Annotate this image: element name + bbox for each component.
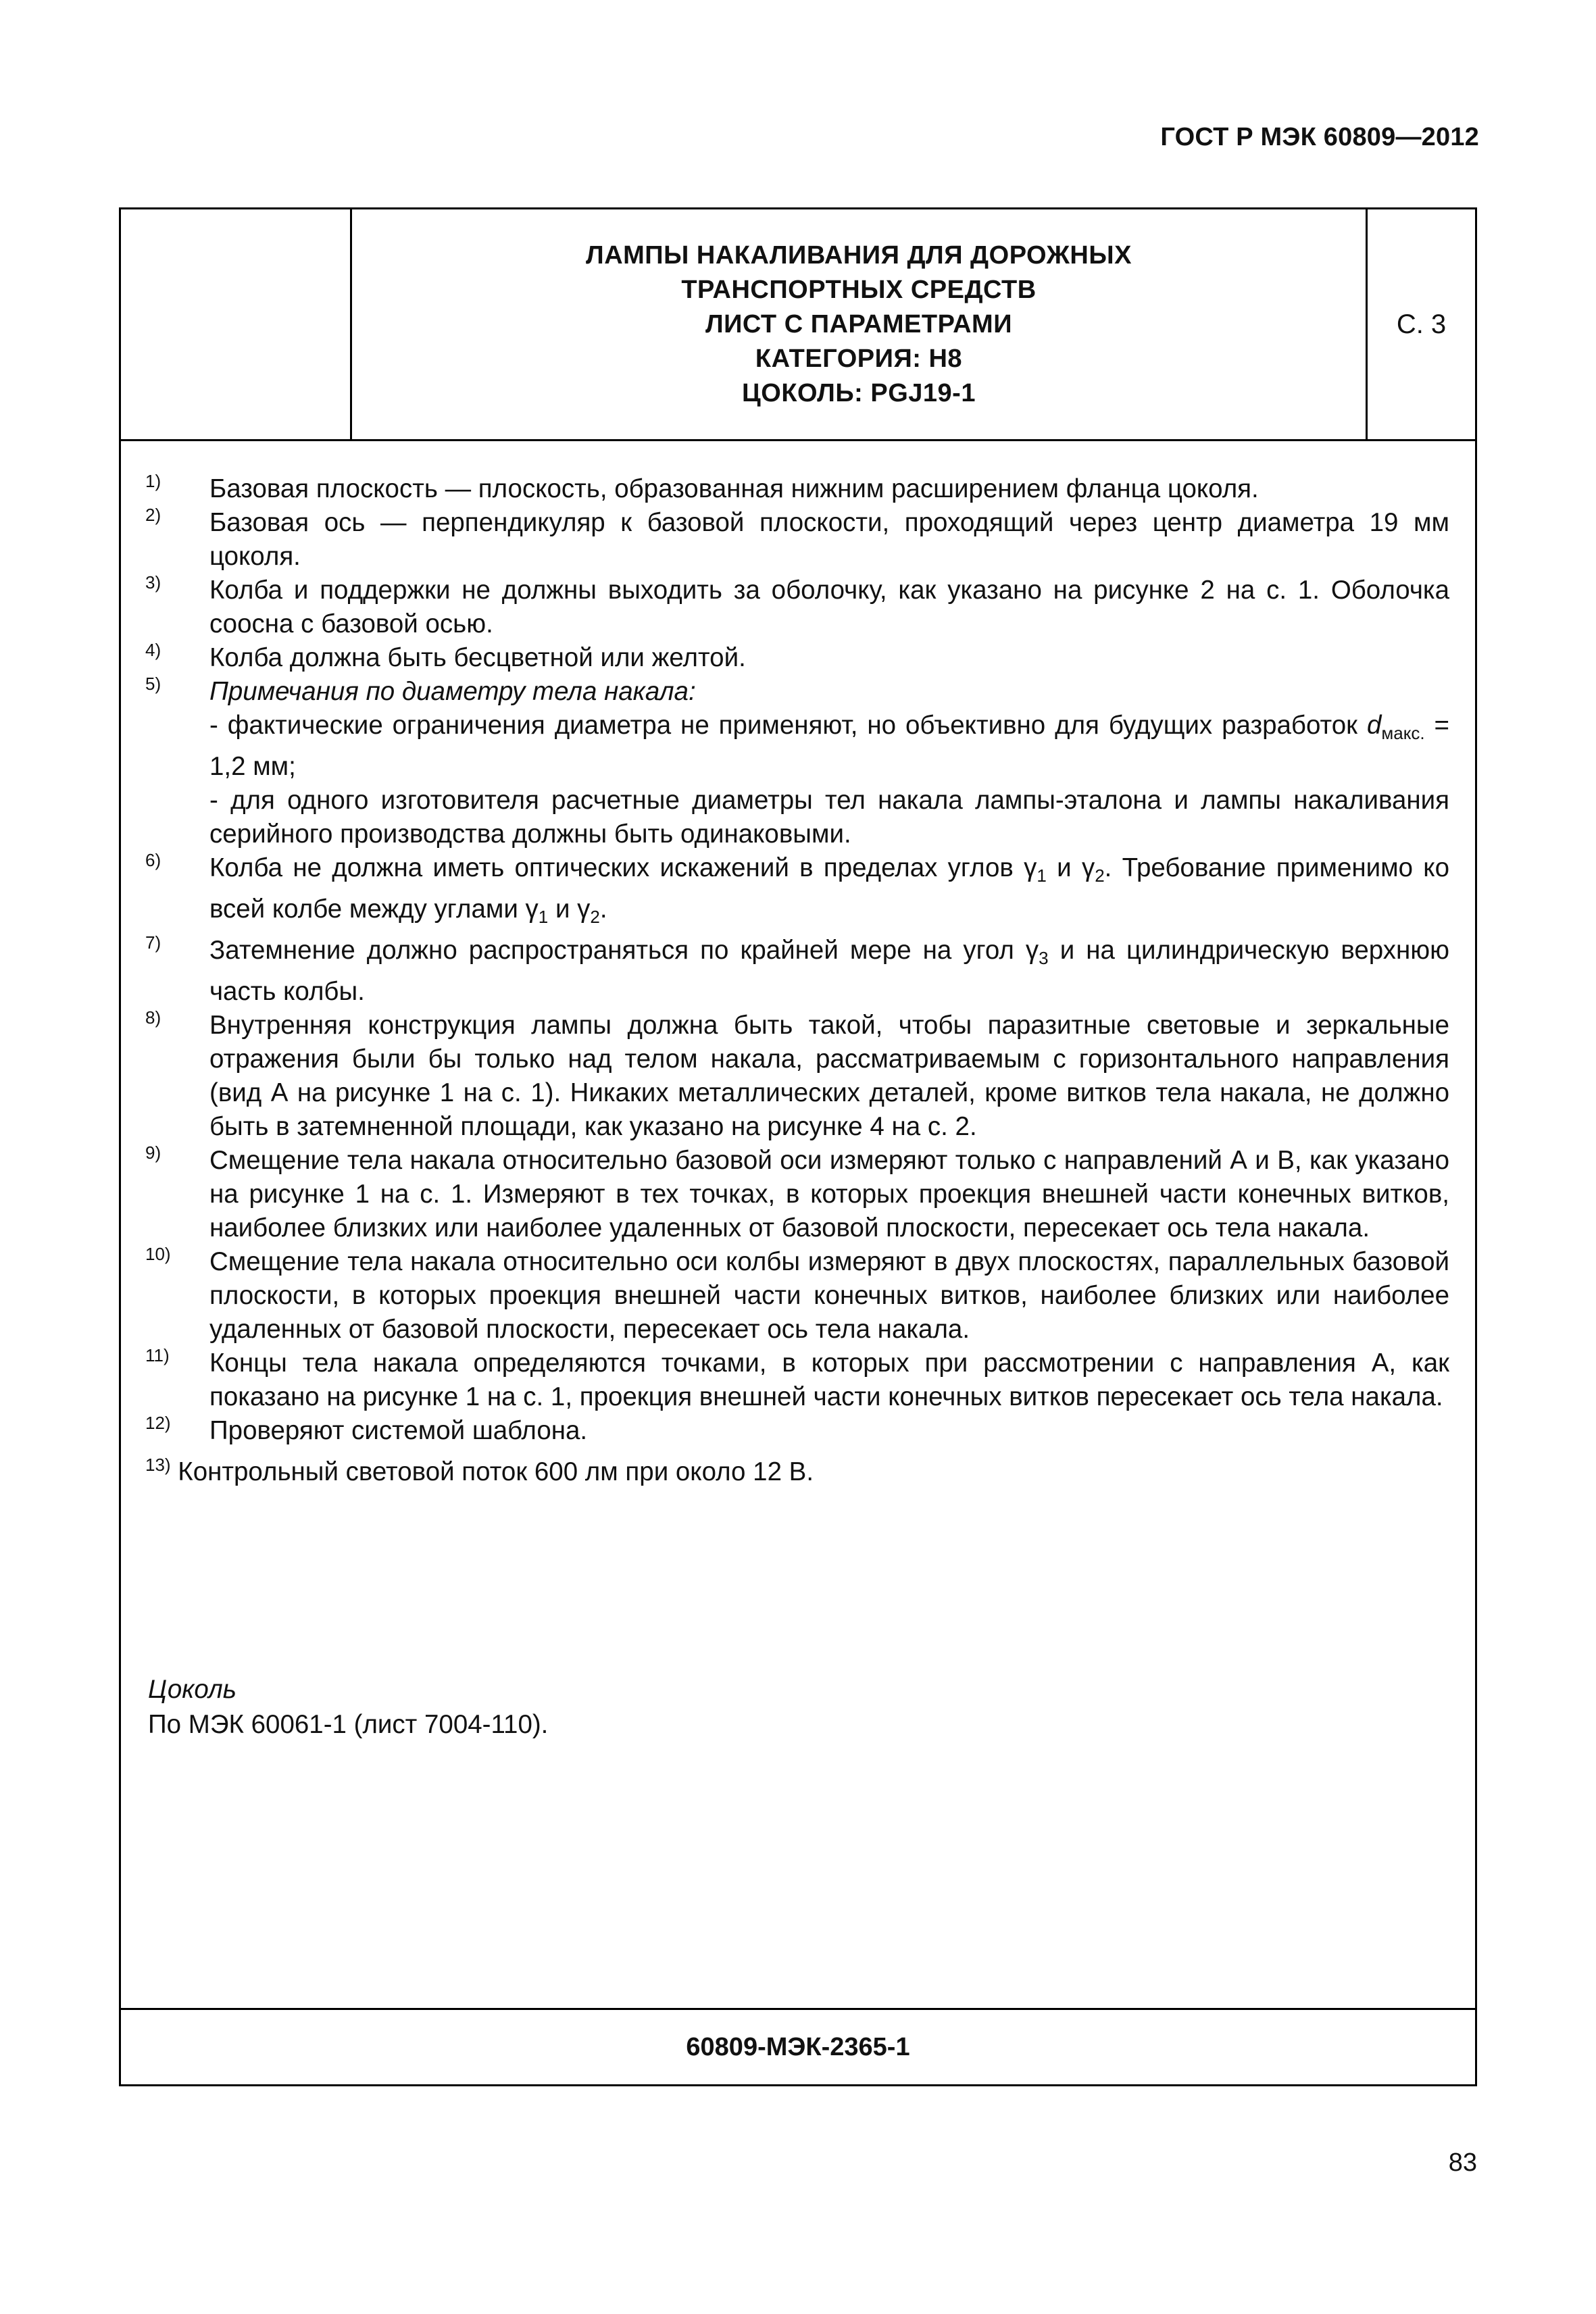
footnote-text: Внутренняя конструкция лампы должна быть такой, чтобы паразитные световые и зеркальные отражения были бы только над телом накала, рассматриваемым с горизонтального направления (вид А на рисунке 1 на с. 1). Никаких металлических деталей, кроме витков тела накала, не должно быть в затемненной площади, как указано на рисунке 4 на с. 2. bbox=[209, 1011, 1449, 1141]
text-part: и bbox=[1046, 853, 1082, 882]
footnote-text: Концы тела накала определяются точками, в которых при рассмотрении с направления А, как показано на рисунке 1 на с. 1, проекция внешней части конечных витков пересекает ось тела накала. bbox=[209, 1349, 1449, 1411]
subscript: 1 bbox=[538, 907, 549, 927]
base-heading: Цоколь bbox=[148, 1675, 236, 1704]
footnotes bbox=[145, 472, 1449, 1489]
footnote-text bbox=[209, 709, 1449, 784]
title-line: ТРАНСПОРТНЫХ СРЕДСТВ bbox=[681, 275, 1037, 304]
footnote-2 bbox=[145, 506, 1449, 574]
sheet-code: 60809-МЭК-2365-1 bbox=[121, 2008, 1475, 2084]
diameter-symbol: d bbox=[1366, 711, 1382, 740]
title-block bbox=[121, 209, 1475, 441]
footnote-9 bbox=[145, 1144, 1449, 1245]
gamma-symbol: γ bbox=[1024, 853, 1037, 882]
footnote-number: 7) bbox=[145, 932, 161, 953]
footnote-7 bbox=[145, 934, 1449, 1009]
footnote-text: Базовая плоскость — плоскость, образованная нижним расширением фланца цоколя. bbox=[209, 474, 1259, 503]
footnote-number: 5) bbox=[145, 674, 161, 694]
footnote-text bbox=[209, 851, 1449, 934]
parameter-sheet-frame bbox=[119, 207, 1477, 2086]
footnote-4 bbox=[145, 641, 1449, 675]
text-part: . bbox=[599, 895, 607, 924]
title-block-left-cell bbox=[121, 209, 352, 439]
text-part: и на цилиндрическую верхнюю часть колбы. bbox=[209, 936, 1449, 1006]
diameter-value: = 1,2 мм; bbox=[209, 711, 1449, 781]
subscript: 2 bbox=[590, 907, 600, 927]
text-part: Колба не должна иметь оптических искажений в пределах углов bbox=[209, 853, 1024, 882]
sheet-page-label: С. 3 bbox=[1396, 309, 1447, 339]
title-block-title bbox=[352, 209, 1368, 439]
base-section bbox=[148, 1672, 548, 1742]
gamma-symbol: γ bbox=[1081, 853, 1095, 882]
footnote-number: 10) bbox=[145, 1244, 171, 1264]
subscript: 1 bbox=[1037, 865, 1047, 886]
footnote-number: 4) bbox=[145, 640, 161, 660]
text-part: . Требование применимо ко всей колбе между углами bbox=[209, 853, 1449, 924]
footnote-1 bbox=[145, 472, 1449, 506]
footnote-8 bbox=[145, 1009, 1449, 1144]
document-code: ГОСТ Р МЭК 60809—2012 bbox=[1160, 123, 1479, 151]
subscript: 2 bbox=[1095, 865, 1105, 886]
footnote-number: 2) bbox=[145, 505, 161, 525]
footnote-11 bbox=[145, 1347, 1449, 1414]
footnote-12 bbox=[145, 1414, 1449, 1448]
footnote-13 bbox=[145, 1448, 1449, 1489]
footnote-text: Контрольный световой поток 600 лм при около 12 В. bbox=[178, 1457, 814, 1486]
title-line: КАТЕГОРИЯ: H8 bbox=[755, 344, 963, 373]
footnote-6 bbox=[145, 851, 1449, 934]
footnote-number: 12) bbox=[145, 1413, 171, 1433]
title-line: ЛИСТ С ПАРАМЕТРАМИ bbox=[705, 309, 1013, 338]
gamma-symbol: γ bbox=[577, 895, 591, 924]
footnote-text: Проверяют системой шаблона. bbox=[209, 1416, 588, 1445]
footnote-3 bbox=[145, 574, 1449, 641]
text-part: и bbox=[548, 895, 578, 924]
footnote-5 bbox=[145, 675, 1449, 851]
footnote-title: Примечания по диаметру тела накала: bbox=[209, 677, 696, 706]
footnote-line: - для одного изготовителя расчетные диаметры тел накала лампы-эталона и лампы накаливания серийного производства должны быть одинаковыми. bbox=[209, 786, 1449, 849]
footnote-number: 9) bbox=[145, 1142, 161, 1163]
footnote-text: Колба и поддержки не должны выходить за оболочку, как указано на рисунке 2 на с. 1. Оболочка соосна с базовой осью. bbox=[209, 576, 1449, 638]
subscript: 3 bbox=[1039, 948, 1049, 968]
footnote-number: 3) bbox=[145, 572, 161, 593]
base-reference: По МЭК 60061-1 (лист 7004-110). bbox=[148, 1710, 549, 1739]
footnote-text: Базовая ось — перпендикуляр к базовой плоскости, проходящий через центр диаметра 19 мм цоколя. bbox=[209, 508, 1449, 571]
title-line: ЦОКОЛЬ: PGJ19-1 bbox=[742, 378, 976, 407]
footnote-text bbox=[209, 934, 1449, 1009]
gamma-symbol: γ bbox=[1025, 936, 1039, 965]
footnote-number: 11) bbox=[145, 1345, 170, 1365]
diameter-subscript: макс. bbox=[1381, 723, 1425, 743]
footnote-number: 8) bbox=[145, 1007, 161, 1028]
footnote-text: Колба должна быть бесцветной или желтой. bbox=[209, 643, 746, 672]
title-line: ЛАМПЫ НАКАЛИВАНИЯ ДЛЯ ДОРОЖНЫХ bbox=[586, 241, 1132, 270]
footnote-number: 6) bbox=[145, 850, 161, 870]
footnote-line: - фактические ограничения диаметра не применяют, но объективно для будущих разработок bbox=[209, 711, 1358, 740]
footnote-text: Смещение тела накала относительно базовой оси измеряют только с направлений А и В, как указано на рисунке 1 на с. 1. Измеряют в тех точках, в которых проекция внешней части конечных витков, наиболее близких или наиболее удаленных от базовой плоскости, пересекает ось тела накала. bbox=[209, 1146, 1449, 1242]
footnote-number: 13) bbox=[145, 1455, 171, 1475]
footnote-10 bbox=[145, 1245, 1449, 1347]
text-part: Затемнение должно распространяться по крайней мере на угол bbox=[209, 936, 1026, 965]
gamma-symbol: γ bbox=[525, 895, 539, 924]
footnote-text: Смещение тела накала относительно оси колбы измеряют в двух плоскостях, параллельных базовой плоскости, в которых проекция внешней части конечных витков, наиболее близких или наиболее удаленных от базовой плоскости, пересекает ось тела накала. bbox=[209, 1247, 1449, 1344]
footnote-number: 1) bbox=[145, 471, 161, 491]
page-number: 83 bbox=[1448, 2148, 1477, 2177]
